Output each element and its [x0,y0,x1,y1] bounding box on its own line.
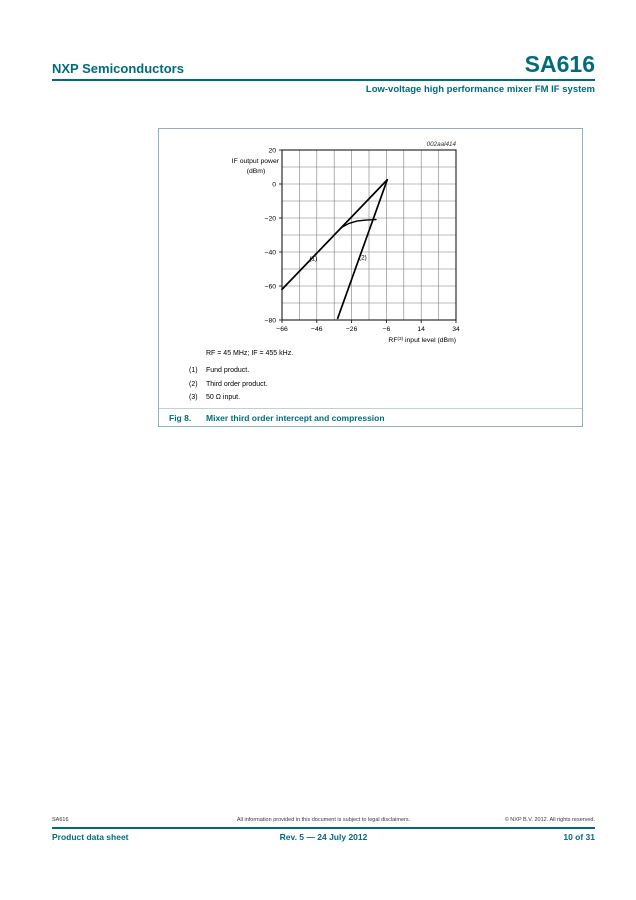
series-third-order-product [338,180,388,319]
figure-code: 002aal414 [426,141,456,148]
y-axis-title-line1: IF output power [231,158,279,165]
footer-legal-row [52,817,595,823]
footer-rule [52,827,595,829]
y-tick-label: −20 [264,215,276,223]
note-number: (3) [189,394,198,401]
y-tick-label: 20 [268,147,276,155]
figure-box [158,128,583,427]
note-text: 50 Ω input. [206,394,241,401]
footer-copyright: © NXP B.V. 2012. All rights reserved. [504,817,595,823]
x-tick-label: 34 [452,326,460,333]
header-rule [52,79,595,81]
caption-divider [159,408,582,409]
part-number: SA616 [524,51,595,77]
note-text: Fund product. [206,367,250,374]
footer-doc-id: SA616 [52,817,69,823]
vendor-name: NXP Semiconductors [52,61,184,76]
series-fundamental-product [282,180,387,290]
y-tick-label: −60 [264,283,276,291]
footer-revision: Rev. 5 — 24 July 2012 [279,832,368,842]
figure-caption-title: Mixer third order intercept and compression [206,413,385,423]
x-tick-label: −6 [382,326,391,333]
x-tick-label: −66 [276,326,288,333]
footer-info-row [52,832,595,842]
footer-page-number: 10 of 31 [563,832,595,842]
y-tick-label: 0 [272,181,276,189]
curve-label: (1) [309,255,318,263]
figure-condition: RF = 45 MHz; IF = 455 kHz. [206,350,294,357]
x-tick-label: −26 [345,326,358,333]
footer-doc-type: Product data sheet [52,832,129,842]
mixer-intercept-chart [159,129,582,351]
footer-legal-text: All information provided in this document is subject to legal disclaimers. [236,817,411,823]
document-subtitle: Low-voltage high performance mixer FM IF system [365,84,595,95]
curve-label: (2) [359,254,367,262]
x-tick-label: −46 [311,326,323,333]
figure-caption-label: Fig 8. [169,413,192,423]
y-tick-label: −40 [264,249,276,257]
x-tick-label: 14 [417,326,425,333]
y-tick-label: −80 [264,317,276,325]
note-text: Third order product. [206,380,268,388]
note-number: (2) [189,380,198,388]
x-axis-title: RF$^{(3)}$ input level (dBm) [388,335,456,344]
note-number: (1) [189,367,198,374]
y-axis-title-line2: (dBm) [246,168,266,175]
